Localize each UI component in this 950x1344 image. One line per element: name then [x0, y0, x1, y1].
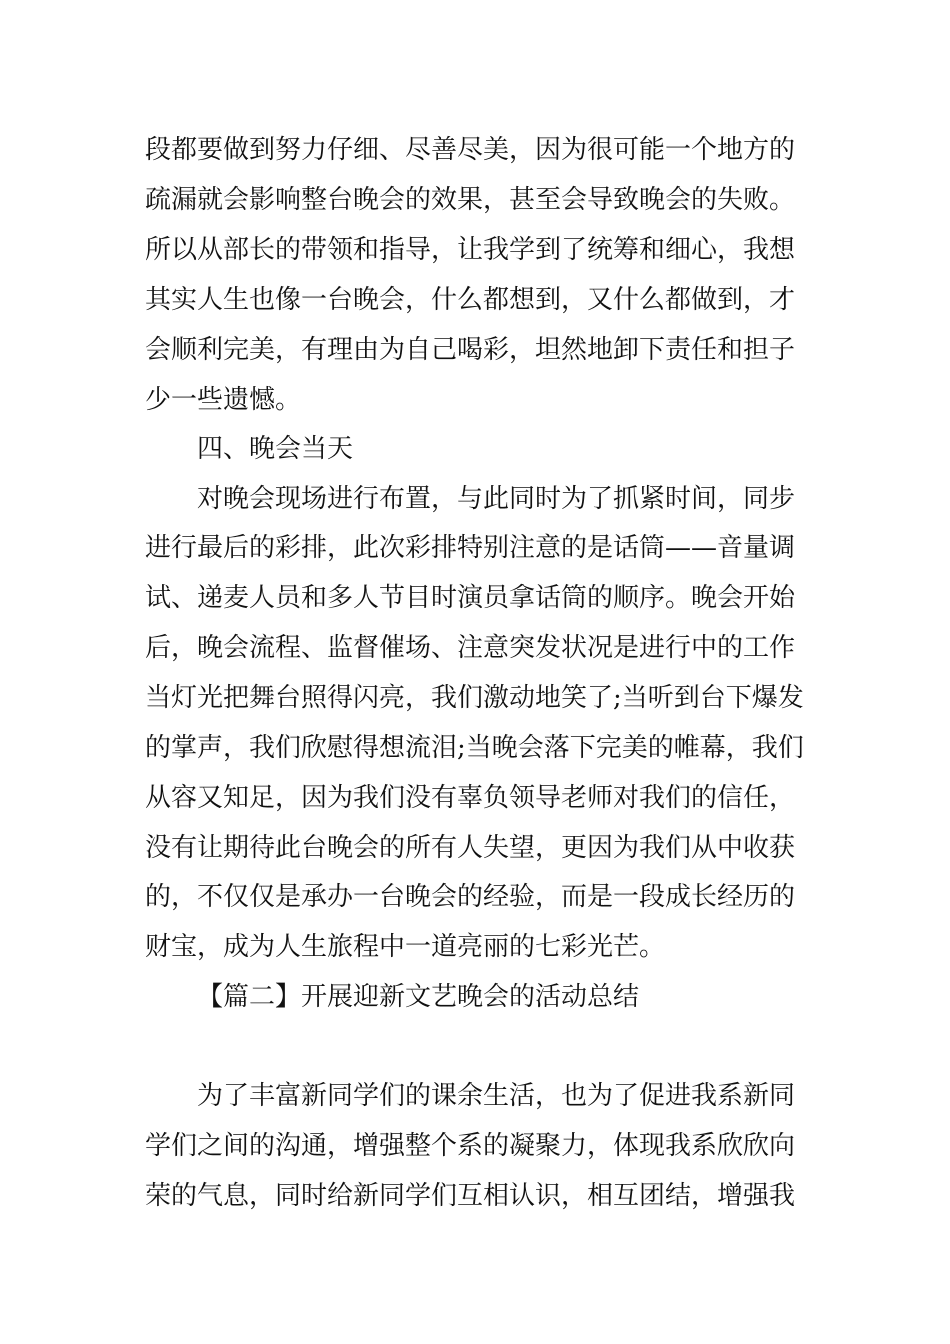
paragraph-line: 进行最后的彩排，此次彩排特别注意的是话筒——音量调 [145, 533, 796, 563]
paragraph-line: 的掌声，我们欣慰得想流泪;当晚会落下完美的帷幕，我们 [145, 733, 804, 763]
paragraph-line: 其实人生也像一台晚会，什么都想到，又什么都做到，才 [145, 285, 796, 315]
part-title: 【篇二】开展迎新文艺晚会的活动总结 [197, 982, 640, 1012]
paragraph-line: 从容又知足，因为我们没有辜负领导老师对我们的信任， [145, 783, 796, 813]
paragraph-line: 试、递麦人员和多人节目时演员拿话筒的顺序。晚会开始 [145, 583, 796, 613]
paragraph-line: 少一些遗憾。 [145, 385, 302, 415]
section-heading: 四、晚会当天 [197, 434, 354, 464]
paragraph-line: 会顺利完美，有理由为自己喝彩，坦然地卸下责任和担子 [145, 335, 796, 365]
paragraph-line: 对晚会现场进行布置，与此同时为了抓紧时间，同步 [197, 484, 796, 514]
paragraph-line: 后，晚会流程、监督催场、注意突发状况是进行中的工作 [145, 633, 796, 663]
paragraph-line: 财宝，成为人生旅程中一道亮丽的七彩光芒。 [145, 932, 666, 962]
paragraph-line: 的，不仅仅是承办一台晚会的经验，而是一段成长经历的 [145, 882, 796, 912]
paragraph-line: 没有让期待此台晚会的所有人失望，更因为我们从中收获 [145, 833, 796, 863]
paragraph-line: 荣的气息，同时给新同学们互相认识，相互团结，增强我 [145, 1181, 796, 1211]
paragraph-line: 学们之间的沟通，增强整个系的凝聚力，体现我系欣欣向 [145, 1131, 796, 1161]
paragraph-line: 当灯光把舞台照得闪亮，我们激动地笑了;当听到台下爆发 [145, 683, 804, 713]
paragraph-line: 段都要做到努力仔细、尽善尽美，因为很可能一个地方的 [145, 135, 796, 165]
paragraph-line: 所以从部长的带领和指导，让我学到了统筹和细心，我想 [145, 235, 796, 265]
paragraph-line: 疏漏就会影响整台晚会的效果，甚至会导致晚会的失败。 [145, 185, 796, 215]
paragraph-line: 为了丰富新同学们的课余生活，也为了促进我系新同 [197, 1081, 796, 1111]
